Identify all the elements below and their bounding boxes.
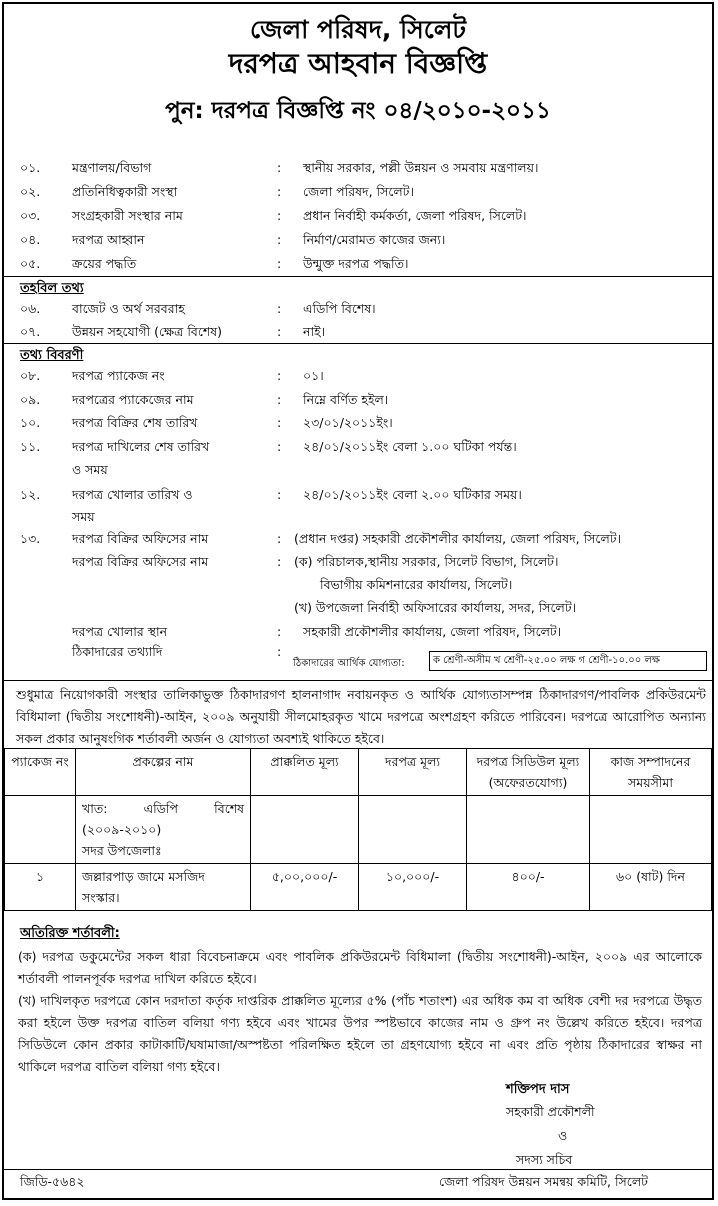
item-label: দরপত্র আহ্বান (72, 232, 145, 247)
item-number: ০৯. (20, 392, 41, 407)
extra-terms-title: অতিরিক্ত শর্তাবলী: (20, 926, 120, 941)
item-number: ০৩. (20, 208, 41, 223)
table-header: দরপত্র সিডিউল মূল্য (অফেরতযোগ্য) (467, 749, 590, 796)
item-label: দরপত্র বিক্রির শেষ তারিখ (72, 415, 198, 430)
item-number: ১৩. (20, 531, 41, 546)
item-number: ১০. (20, 415, 41, 430)
item-value: ২৪/০১/২০১১ইং বেলা ১.০০ ঘটিকা পর্যন্ত। (303, 439, 517, 454)
table-cell: ৫,০০,০০০/- (251, 864, 359, 911)
item-number: ০৭. (20, 324, 41, 339)
item-value: নাই। (303, 324, 326, 339)
divider (4, 1169, 712, 1170)
item-label: দরপত্র বিক্রির অফিসের নাম (72, 554, 209, 569)
item-label: দরপত্র খোলার তারিখ ও (72, 487, 193, 502)
table-cell: ১ (5, 864, 76, 911)
table-cell (467, 796, 590, 864)
table-header: প্রকল্পের নাম (76, 749, 251, 796)
colon: : (277, 368, 282, 383)
item-value: ২৩/০১/২০১১ইং। (303, 415, 393, 430)
colon: : (277, 160, 282, 175)
item-value: (প্রধান দপ্তর) সহকারী প্রকৌশলীর কার্যালয়, জেলা পরিষদ, সিলেট। (294, 531, 622, 546)
item-value: বিভাগীয় কমিশনারের কার্যালয়, সিলেট। (320, 577, 513, 592)
extra-term-k: (ক) দরপত্র ডকুমেন্টের সকল ধারা বিবেচনাক্রমে এবং পাবলিক প্রকিউরমেন্ট বিধিমালা (দ্বিতীয় সংশোধনী)-আইন, ২০০৯ এর আলোকে শর্তাবলী পালনপূর্বক দরপত্র দাখিল করিতে হইবে। (18, 949, 702, 986)
table-cell (76, 796, 251, 864)
table-cell: ৪০০/- (467, 864, 590, 911)
extra-term-kh: (খ) দাখিলকৃত দরপত্রে কোন দরদাতা কর্তৃক দাপ্তরিক প্রাক্কলিত মূল্যের ৫% (পাঁচ শতাংশ) এর অধিক কম বা অধিক বেশী দর দরপত্রে উদ্ধৃত করা হইলে উক্ত দরপত্র বাতিল বলিয়া গণ্য হইবে এবং খামের উপর স্পষ্টভাবে কাজের নাম ও গ্রুপ নং উল্লেখ করিতে হইবে। দরপত্র সিডিউলে কোন প্রকার কাটাকাটি/ঘষামাজা/অস্পষ্টতা পরিলক্ষিত হইলে তা গ্রহণযোগ্য হইবে না এবং প্রতি পৃষ্ঠায় ঠিকাদারের স্বাক্ষর না থাকিলে দরপত্র বাতিল বলিয়া গণ্য হইবে। (18, 993, 702, 1074)
item-label: দরপত্রের প্যাকেজের নাম (72, 392, 194, 407)
item-value: উন্মুক্ত দরপত্র পদ্ধতি। (303, 256, 409, 271)
package-table (4, 748, 712, 911)
item-number: ১১. (20, 439, 41, 454)
item-label: ঠিকাদারের তথ্যাদি (72, 644, 163, 659)
signatory-and: ও (558, 1128, 568, 1143)
item-value: সহকারী প্রকৌশলীর কার্যালয়, জেলা পরিষদ, সিলেট। (303, 624, 562, 639)
colon: : (277, 554, 282, 569)
item-label: ক্রয়ের পদ্ধতি (72, 256, 137, 271)
item-value: এডিপি বিশেষ। (303, 301, 376, 316)
signatory-name: শক্তিপদ দাস (506, 1082, 570, 1097)
item-value: নিম্নে বর্ণিত হইল। (303, 392, 389, 407)
org-title: জেলা পরিষদ, সিলেট (249, 15, 467, 44)
divider (4, 276, 712, 277)
colon: : (277, 256, 282, 271)
item-value: ০১। (303, 368, 324, 383)
divider (4, 343, 712, 344)
item-label-cont: সময় (72, 509, 95, 524)
colon: : (277, 487, 282, 502)
eligibility-label: ঠিকাদারের আর্থিক যোগ্যতা: (293, 658, 405, 669)
table-cell: ১০,০০০/- (359, 864, 467, 911)
table-header: দরপত্র মূল্য (359, 749, 467, 796)
item-number: ০৬. (20, 301, 41, 316)
item-label-cont: ও সময় (72, 462, 108, 477)
notice-ref: পুন: দরপত্র বিজ্ঞপ্তি নং ০৪/২০১০-২০১১ (165, 98, 551, 124)
item-number: ০২. (20, 184, 41, 199)
item-value: নির্মাণ/মেরামত কাজের জন্য। (303, 232, 446, 247)
item-value: প্রধান নির্বাহী কর্মকর্তা, জেলা পরিষদ, সিলেট। (303, 208, 527, 223)
item-label: দরপত্র বিক্রির অফিসের নাম (72, 531, 209, 546)
item-value: স্থানীয় সরকার, পল্লী উন্নয়ন ও সমবায় মন্ত্রণালয়। (303, 160, 539, 175)
table-row (5, 796, 712, 864)
table-header: কাজ সম্পাদনের সময়সীমা (590, 749, 712, 796)
section-fund-info: তহবিল তথ্য (20, 281, 84, 296)
item-label: মন্ত্রণালয়/বিভাগ (72, 160, 152, 175)
colon: : (277, 392, 282, 407)
item-label: প্রতিনিধিত্বকারী সংস্থা (72, 184, 178, 199)
gd-number: জিডি-৫৬৪২ (20, 1174, 85, 1189)
colon: : (277, 439, 282, 454)
table-cell: জল্লারপাড় জামে মসজিদ সংস্কার। (76, 864, 251, 911)
item-label: উন্নয়ন সহযোগী (ক্ষেত্র বিশেষ) (72, 324, 223, 339)
group-line: খাত: এডিপি বিশেষ (82, 801, 244, 816)
table-cell (5, 796, 76, 864)
item-number: ০১. (20, 160, 41, 175)
item-value: জেলা পরিষদ, সিলেট। (303, 184, 414, 199)
item-number: ১২. (20, 487, 41, 502)
item-value: (খ) উপজেলা নির্বাহী অফিসারের কার্যালয়, সদর, সিলেট। (294, 600, 577, 615)
colon: : (277, 324, 282, 339)
colon: : (277, 644, 282, 659)
table-cell (590, 796, 712, 864)
notice-title: দরপত্র আহবান বিজ্ঞপ্তি (228, 47, 488, 80)
committee-name: জেলা পরিষদ উন্নয়ন সমন্বয় কমিটি, সিলেট (439, 1174, 648, 1189)
tender-notice (2, 2, 714, 1200)
group-line: সদর উপজেলাঃ (82, 843, 162, 858)
item-number: ০৫. (20, 256, 41, 271)
item-value: ২৪/০১/২০১১ইং বেলা ২.০০ ঘটিকার সময়। (303, 487, 522, 502)
table-cell: ৬০ (ষাট) দিন (590, 864, 712, 911)
item-number: ০৮. (20, 368, 41, 383)
colon: : (277, 301, 282, 316)
item-label: বাজেট ও অর্থ সরবরাহ (72, 301, 185, 316)
item-label: সংগ্রহকারী সংস্থার নাম (72, 208, 183, 223)
section-info-details: তথ্য বিবরণী (20, 348, 84, 363)
table-header-row (5, 749, 712, 796)
colon: : (277, 208, 282, 223)
item-number: ০৪. (20, 232, 41, 247)
colon: : (277, 624, 282, 639)
colon: : (277, 232, 282, 247)
table-cell (251, 796, 359, 864)
signatory-role: সদস্য সচিব (516, 1152, 573, 1167)
table-cell (359, 796, 467, 864)
table-row (5, 864, 712, 911)
colon: : (277, 184, 282, 199)
group-line: (২০০৯-২০১০) (82, 822, 162, 837)
item-label: দরপত্র দাখিলের শেষ তারিখ (72, 439, 210, 454)
item-value: (ক) পরিচালক,স্থানীয় সরকার, সিলেট বিভাগ, সিলেট। (294, 554, 559, 569)
divider (4, 680, 712, 681)
item-label: দরপত্র প্যাকেজ নং (72, 368, 165, 383)
eligibility-box: ক শ্রেণী-অসীম খ শ্রেণী-২৫.০০ লক্ষ গ শ্রেণী-১০.০০ লক্ষ (429, 651, 707, 671)
table-header: প্রাক্কলিত মূল্য (251, 749, 359, 796)
item-label: দরপত্র খোলার স্থান (72, 624, 168, 639)
table-header: প্যাকেজ নং (5, 749, 76, 796)
signatory-title: সহকারী প্রকৌশলী (506, 1104, 595, 1119)
colon: : (277, 415, 282, 430)
eligibility-paragraph: শুধুমাত্র নিয়োগকারী সংস্থার তালিকাভুক্ত ঠিকাদারগণ হালনাগাদ নবায়নকৃত ও আর্থিক যোগ্যতাসম্পন্ন ঠিকাদারগণ/পাবলিক প্রকিউরমেন্ট বিধিমালা (দ্বিতীয় সংশোধনী)-আইন, ২০০৯ অনুযায়ী সীলমোহরকৃত খামে দরপত্রে অংশগ্রহণ করিতে পারিবেন। দরপত্রে আরোপিত অন্যান্য সকল প্রকার আনুষংগিক শর্তাবলী অর্জন ও যোগ্যতা অবশ্যই থাকিতে হইবে। (16, 687, 706, 746)
colon: : (277, 531, 282, 546)
